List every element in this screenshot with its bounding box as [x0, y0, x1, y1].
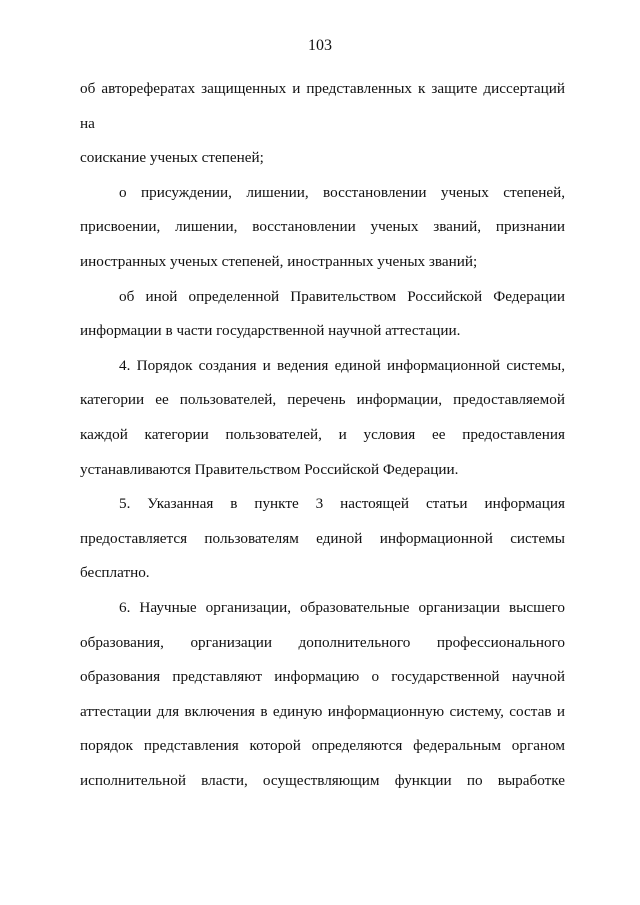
text-line: о присуждении, лишении, восстановлении ученых степеней,: [119, 183, 565, 201]
paragraph-item-6: [80, 591, 565, 799]
text-line: 5. Указанная в пункте 3 настоящей статьи информация: [119, 495, 565, 513]
paragraph-item-4: [80, 349, 565, 487]
paragraph-dissertation-abstracts: [80, 72, 565, 176]
paragraph-other-information: [80, 280, 565, 349]
text-line: порядок представления которой определяются федеральным органом: [80, 737, 565, 755]
text-line: 6. Научные организации, образовательные организации высшего: [119, 598, 565, 616]
text-line: информации в части государственной научной аттестации.: [80, 322, 461, 340]
text-line: категории ее пользователей, перечень информации, предоставляемой: [80, 391, 565, 409]
text-line: исполнительной власти, осуществляющим функции по выработке: [80, 771, 565, 789]
paragraph-item-5: [80, 487, 565, 591]
page-number: 103: [308, 37, 332, 54]
text-line: бесплатно.: [80, 564, 150, 582]
text-line: образования представляют информацию о государственной научной: [80, 668, 565, 686]
text-line: каждой категории пользователей, и условия ее предоставления: [80, 425, 565, 443]
text-line: аттестации для включения в единую информационную систему, состав и: [80, 702, 565, 720]
text-line: соискание ученых степеней;: [80, 149, 264, 167]
text-line: присвоении, лишении, восстановлении ученых званий, признании: [80, 218, 565, 236]
text-line: об авторефератах защищенных и представленных к защите диссертаций на: [80, 80, 565, 132]
text-line: иностранных ученых степеней, иностранных ученых званий;: [80, 252, 478, 270]
text-line: об иной определенной Правительством Российской Федерации: [119, 287, 565, 305]
text-line: 4. Порядок создания и ведения единой информационной системы,: [119, 356, 565, 374]
document-body: [80, 72, 565, 798]
paragraph-awarding-degrees: [80, 176, 565, 280]
text-line: предоставляется пользователям единой информационной системы: [80, 529, 565, 547]
text-line: образования, организации дополнительного профессионального: [80, 633, 565, 651]
text-line: устанавливаются Правительством Российской Федерации.: [80, 460, 459, 478]
